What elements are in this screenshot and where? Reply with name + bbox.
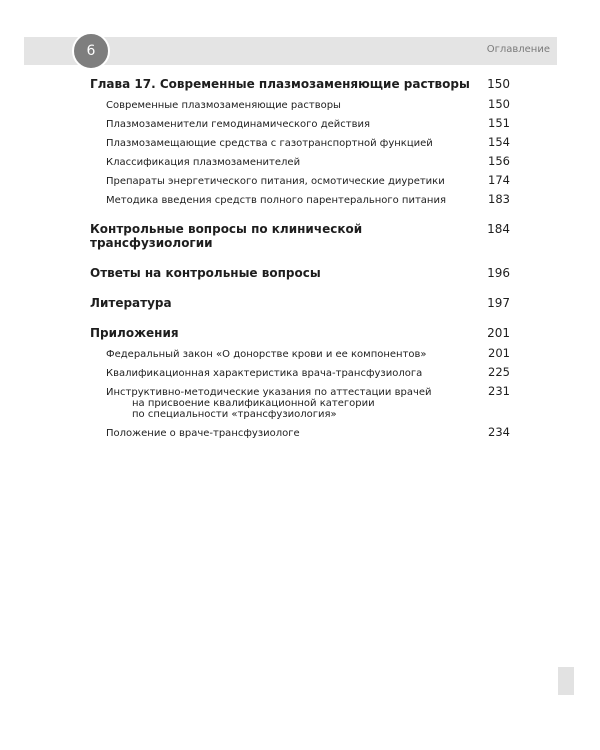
- toc-subitem[interactable]: [90, 384, 510, 420]
- toc-subitem[interactable]: [90, 365, 510, 379]
- toc-entry-title: Современные плазмозаменяющие растворы: [106, 100, 341, 111]
- side-tab: [558, 667, 574, 695]
- toc-entry-title: Плазмозамещающие средства с газотранспортной функцией: [106, 138, 433, 149]
- toc-answers[interactable]: [90, 266, 510, 280]
- toc-entry-page: 201: [488, 346, 510, 360]
- toc-entry-page: 225: [488, 365, 510, 379]
- toc-entry-page: 234: [488, 425, 510, 439]
- toc-chapter-17[interactable]: [90, 77, 510, 91]
- toc-subitem[interactable]: [90, 135, 510, 149]
- toc-entry-page: 151: [488, 116, 510, 130]
- toc-entry-page: 150: [487, 77, 510, 91]
- toc-entry-page: 183: [488, 192, 510, 206]
- toc-entry-title: [106, 387, 432, 420]
- page-number-badge: [72, 32, 110, 70]
- toc-entry-title: Положение о враче-трансфузиологе: [106, 428, 300, 439]
- table-of-contents: [90, 77, 510, 444]
- toc-entry-page: 197: [487, 296, 510, 310]
- toc-entry-title: Квалификационная характеристика врача-трансфузиолога: [106, 368, 423, 379]
- running-head: Оглавление: [486, 44, 550, 55]
- toc-entry-page: 231: [488, 384, 510, 398]
- toc-entry-title: Препараты энергетического питания, осмотические диуретики: [106, 176, 445, 187]
- toc-entry-page: 156: [488, 154, 510, 168]
- toc-entry-title: Классификация плазмозаменителей: [106, 157, 301, 168]
- toc-entry-page: 184: [487, 222, 510, 236]
- toc-subitem[interactable]: [90, 154, 510, 168]
- toc-entry-title: Глава 17. Современные плазмозаменяющие растворы: [90, 77, 470, 91]
- toc-subitem[interactable]: [90, 173, 510, 187]
- toc-literature[interactable]: [90, 296, 510, 310]
- toc-subitem[interactable]: [90, 116, 510, 130]
- toc-entry-title: Плазмозаменители гемодинамического действия: [106, 119, 370, 130]
- toc-subitem[interactable]: [90, 192, 510, 206]
- toc-entry-page: 196: [487, 266, 510, 280]
- toc-appendices[interactable]: [90, 326, 510, 340]
- page-number: 6: [86, 43, 96, 59]
- toc-entry-page: 174: [488, 173, 510, 187]
- toc-entry-page: 150: [488, 97, 510, 111]
- toc-entry-line: на присвоение квалификационной категории: [132, 398, 375, 409]
- toc-entry-title: Приложения: [90, 326, 179, 340]
- toc-entry-page: 201: [487, 326, 510, 340]
- toc-entry-page: 154: [488, 135, 510, 149]
- toc-control-questions[interactable]: [90, 222, 510, 250]
- toc-entry-title: Федеральный закон «О донорстве крови и ее компонентов»: [106, 349, 427, 360]
- toc-subitem[interactable]: [90, 97, 510, 111]
- toc-entry-title: Ответы на контрольные вопросы: [90, 266, 321, 280]
- toc-entry-title: Литература: [90, 296, 172, 310]
- toc-entry-line: Инструктивно-методические указания по аттестации врачей: [106, 387, 432, 398]
- toc-entry-title: Методика введения средств полного парентерального питания: [106, 195, 446, 206]
- toc-entry-title: Контрольные вопросы по клинической трансфузиологии: [90, 222, 363, 250]
- toc-subitem[interactable]: [90, 346, 510, 360]
- toc-subitem[interactable]: [90, 425, 510, 439]
- toc-entry-line: по специальности «трансфузиология»: [132, 409, 337, 420]
